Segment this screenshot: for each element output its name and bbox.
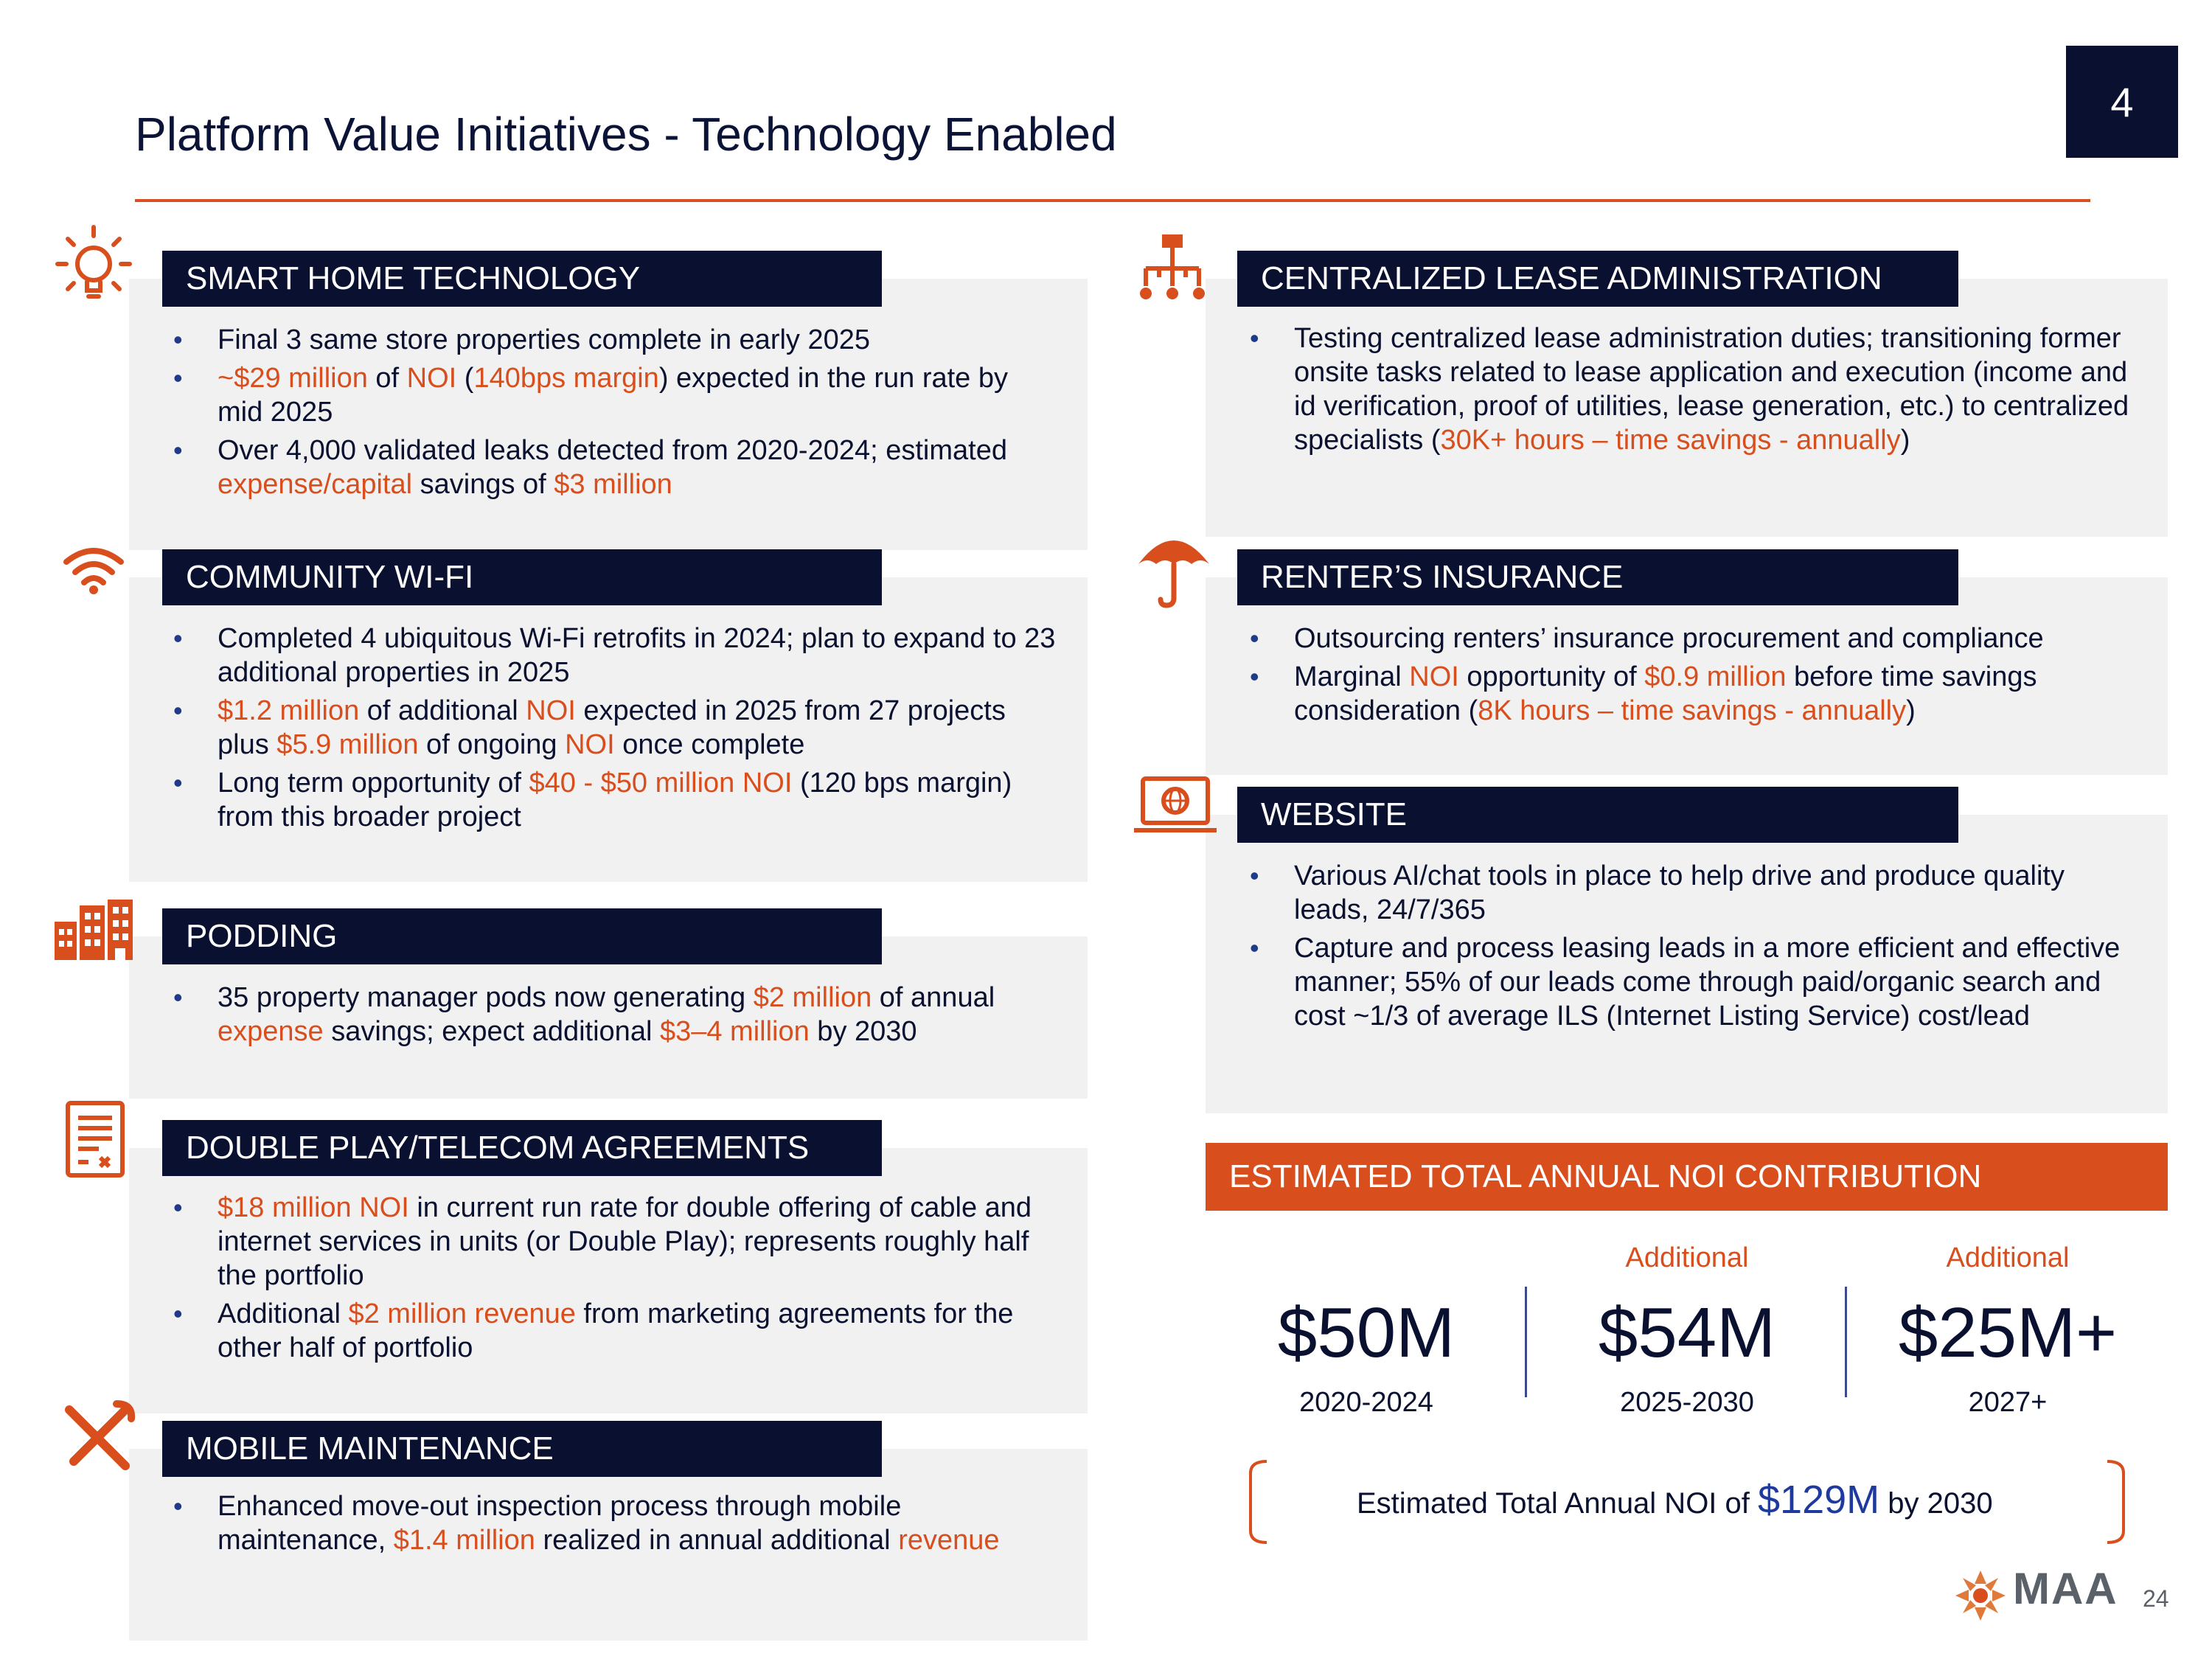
bullet-text: in current run rate for double offering of cable and internet services in units (or Double Play); represents roughly half the portfolio <box>218 1192 1032 1291</box>
laptop-globe-icon <box>1134 776 1217 835</box>
total-noi-suffix: by 2030 <box>1879 1487 1993 1520</box>
bullet-text: realized in annual additional <box>535 1525 899 1556</box>
highlight-text: $3–4 million <box>659 1016 810 1047</box>
highlight-text: 30K+ hours – time savings - annually <box>1440 425 1901 456</box>
renters-insurance-heading: RENTER’S INSURANCE <box>1237 549 1958 605</box>
noi-stat-label: Additional <box>1946 1242 2070 1273</box>
noi-stat-period: 2020-2024 <box>1299 1387 1433 1418</box>
highlight-text: expense <box>218 1016 324 1047</box>
bullet-text: of annual <box>872 982 995 1013</box>
title-divider <box>135 199 2090 202</box>
bullet-item <box>173 434 1058 501</box>
bullet-text: Enhanced move-out inspection process through mobile maintenance, <box>218 1491 902 1556</box>
noi-stat-2027-plus <box>1846 1242 2170 1419</box>
bullet-text: once complete <box>614 729 805 760</box>
bullet-text: ) <box>1906 695 1916 726</box>
bullet-text: of <box>367 363 407 394</box>
wifi-heading: COMMUNITY WI-FI <box>162 549 882 605</box>
bullet-text: ) <box>1900 425 1910 456</box>
wifi-icon <box>60 544 127 596</box>
page-number: 24 <box>2143 1585 2169 1612</box>
bullet-text: Completed 4 ubiquitous Wi-Fi retrofits in 2024; plan to expand to 23 additional properties in 2025 <box>218 623 1056 688</box>
bullet-item <box>173 361 1058 429</box>
bullet-text: Long term opportunity of <box>218 768 529 799</box>
bullet-text: Over 4,000 validated leaks detected from 2020-2024; estimated <box>218 435 1007 466</box>
right-brace <box>2100 1458 2129 1545</box>
highlight-text: 8K hours – time savings - annually <box>1478 695 1907 726</box>
bullet-item <box>1250 321 2135 457</box>
bullet-text: ( <box>456 363 474 394</box>
highlight-text: NOI <box>526 695 576 726</box>
highlight-text: $40 - $50 million NOI <box>529 768 793 799</box>
bullet-text: savings of <box>412 469 554 500</box>
org-chart-icon <box>1137 234 1208 301</box>
bullet-text: opportunity of <box>1458 661 1645 692</box>
noi-stat-2020-2024 <box>1204 1242 1528 1419</box>
double-play-heading: DOUBLE PLAY/TELECOM AGREEMENTS <box>162 1120 882 1176</box>
noi-stat-label: Additional <box>1625 1242 1749 1273</box>
total-noi-prefix: Estimated Total Annual NOI of <box>1357 1487 1759 1520</box>
bullet-text: savings; expect additional <box>323 1016 660 1047</box>
bullet-item <box>173 694 1058 762</box>
noi-stat-period: 2025-2030 <box>1620 1387 1754 1418</box>
buildings-icon <box>55 900 133 960</box>
section-number-badge: 4 <box>2066 46 2178 158</box>
bullet-text: Final 3 same store properties complete in early 2025 <box>218 324 871 355</box>
maa-logo-text: MAA <box>2013 1564 2118 1613</box>
highlight-text: $2 million revenue <box>348 1298 576 1329</box>
bullet-item <box>1250 931 2135 1033</box>
total-noi-value: $129M <box>1758 1478 1880 1522</box>
highlight-text: $2 million <box>753 982 872 1013</box>
highlight-text: NOI <box>406 363 457 394</box>
bullet-item <box>173 1489 1058 1557</box>
highlight-text: $18 million NOI <box>218 1192 409 1223</box>
bullet-text: Outsourcing renters’ insurance procurement and compliance <box>1294 623 2044 654</box>
noi-contribution-heading: ESTIMATED TOTAL ANNUAL NOI CONTRIBUTION <box>1206 1143 2168 1211</box>
bullet-text: Various AI/chat tools in place to help drive and produce quality leads, 24/7/365 <box>1294 860 2065 925</box>
mobile-maintenance-bullets <box>173 1489 1058 1562</box>
bullet-item <box>173 766 1058 834</box>
smart-home-bullets <box>173 323 1058 506</box>
left-brace <box>1245 1458 1274 1545</box>
bullet-text: Capture and process leasing leads in a more efficient and effective manner; 55% of our leads come through paid/organic search and cost ~1/3 of average ILS (Internet Listing Service) cost/lead <box>1294 933 2121 1032</box>
bullet-text: of additional <box>359 695 526 726</box>
highlight-text: $0.9 million <box>1644 661 1787 692</box>
website-bullets <box>1250 859 2135 1037</box>
highlight-text: expense/capital <box>218 469 413 500</box>
podding-bullets <box>173 981 1058 1053</box>
bullet-item <box>173 622 1058 689</box>
lease-admin-heading: CENTRALIZED LEASE ADMINISTRATION <box>1237 251 1958 307</box>
bullet-text: (120 bps margin) from this broader project <box>218 768 1012 832</box>
tools-icon <box>59 1399 136 1476</box>
smart-home-heading: SMART HOME TECHNOLOGY <box>162 251 882 307</box>
website-heading: WEBSITE <box>1237 787 1958 843</box>
noi-stat-period: 2027+ <box>1968 1387 2048 1418</box>
podding-heading: PODDING <box>162 908 882 964</box>
bullet-text: Additional <box>218 1298 349 1329</box>
bullet-item <box>1250 859 2135 927</box>
noi-stat-label <box>1204 1242 1528 1276</box>
umbrella-icon <box>1135 527 1212 608</box>
bullet-text: 35 property manager pods now generating <box>218 982 754 1013</box>
bullet-text: from marketing agreements for the other half of portfolio <box>218 1298 1014 1363</box>
highlight-text: NOI <box>565 729 615 760</box>
highlight-text: $1.2 million <box>218 695 360 726</box>
bullet-text: of ongoing <box>418 729 566 760</box>
noi-stat-value: $50M <box>1277 1293 1455 1372</box>
bullet-item <box>1250 660 2135 728</box>
lease-admin-bullets <box>1250 321 2135 462</box>
page-title: Platform Value Initiatives - Technology Enabled <box>135 108 1117 161</box>
noi-stat-value: $54M <box>1598 1293 1776 1372</box>
bullet-text: by 2030 <box>809 1016 917 1047</box>
bullet-text: Marginal <box>1294 661 1410 692</box>
highlight-text: NOI <box>1409 661 1459 692</box>
bullet-text: ) expected in the run rate by mid 2025 <box>218 363 1008 428</box>
wifi-bullets <box>173 622 1058 838</box>
highlight-text: $5.9 million <box>276 729 419 760</box>
highlight-text: 140bps margin <box>473 363 659 394</box>
renters-insurance-bullets <box>1250 622 2135 732</box>
highlight-text: ~$29 million <box>218 363 368 394</box>
bullet-item <box>173 981 1058 1048</box>
bullet-item <box>173 1191 1058 1293</box>
bullet-text: Testing centralized lease administration duties; transitioning former onsite tasks related to lease application and execution (income and id verification, proof of utilities, lease generation, etc.) to centralized specialists ( <box>1294 323 2129 456</box>
document-icon <box>63 1099 127 1180</box>
noi-stat-2025-2030 <box>1525 1242 1849 1419</box>
total-noi-note <box>1357 1477 1993 1523</box>
bullet-text: expected in 2025 from 27 projects plus <box>218 695 1006 760</box>
highlight-text: revenue <box>898 1525 1000 1556</box>
double-play-bullets <box>173 1191 1058 1369</box>
bullet-item <box>173 323 1058 357</box>
noi-stat-value: $25M+ <box>1898 1293 2118 1372</box>
highlight-text: $3 million <box>554 469 672 500</box>
maa-logo-mark-icon <box>1954 1569 2007 1622</box>
bullet-item <box>173 1297 1058 1365</box>
bullet-item <box>1250 622 2135 655</box>
mobile-maintenance-heading: MOBILE MAINTENANCE <box>162 1421 882 1477</box>
lightbulb-icon <box>53 221 134 310</box>
highlight-text: $1.4 million <box>393 1525 535 1556</box>
bullet-text: before time savings consideration ( <box>1294 661 2037 726</box>
